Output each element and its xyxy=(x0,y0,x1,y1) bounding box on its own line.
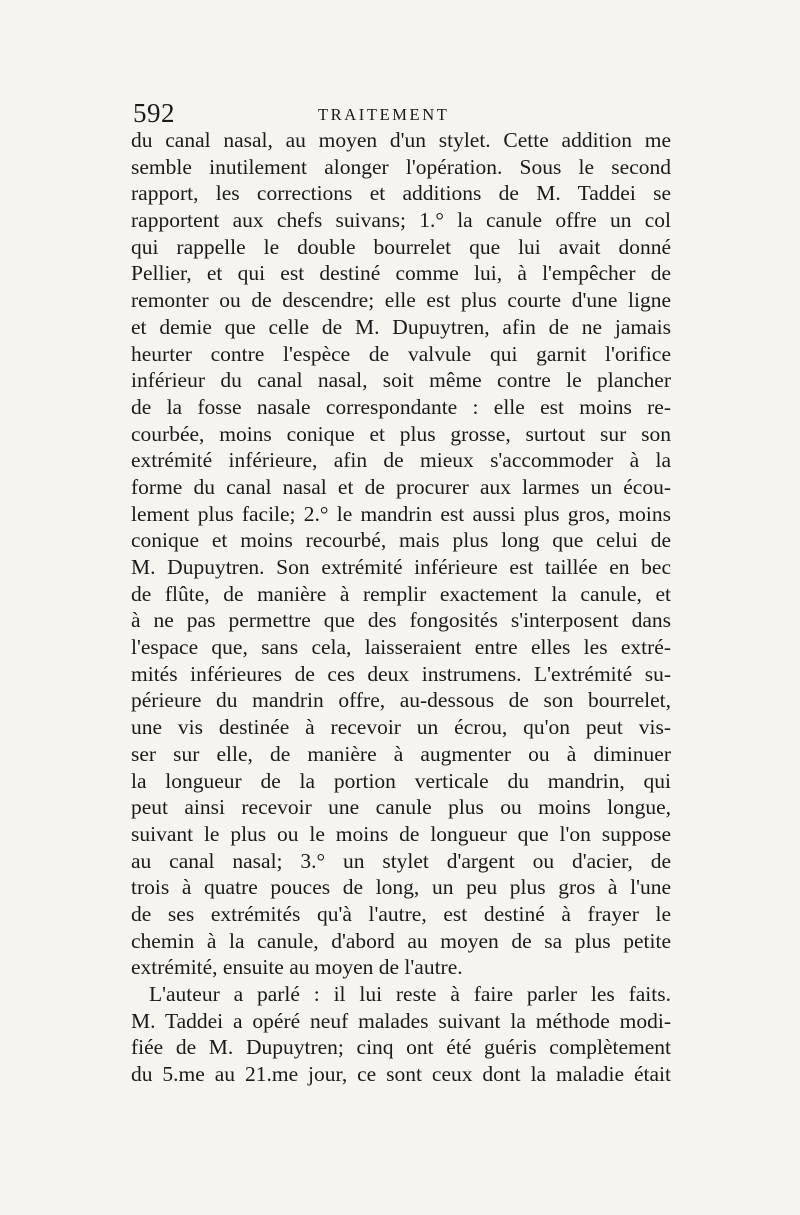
text-line: mités inférieures de ces deux instrumens. L'extrémité su- xyxy=(131,661,671,686)
text-line: courbée, moins conique et plus grosse, surtout sur son xyxy=(131,421,671,446)
text-line: à ne pas permettre que des fongosités s'interposent dans xyxy=(131,608,671,633)
body-text xyxy=(131,127,671,1088)
text-line: au canal nasal; 3.° un stylet d'argent ou d'acier, de xyxy=(131,848,671,873)
text-line: périeure du mandrin offre, au-dessous de son bourrelet, xyxy=(131,688,671,713)
text-line: heurter contre l'espèce de valvule qui garnit l'orifice xyxy=(131,341,671,366)
text-line: l'espace que, sans cela, laisseraient entre elles les extré- xyxy=(131,635,671,660)
text-line: rapportent aux chefs suivans; 1.° la canule offre un col xyxy=(131,208,671,233)
paragraph-end-line: extrémité, ensuite au moyen de l'autre. xyxy=(131,955,463,980)
text-line: remonter ou de descendre; elle est plus courte d'une ligne xyxy=(131,288,671,313)
text-line: une vis destinée à recevoir un écrou, qu'on peut vis- xyxy=(131,715,671,740)
text-line: lement plus facile; 2.° le mandrin est aussi plus gros, moins xyxy=(131,501,671,526)
text-line: forme du canal nasal et de procurer aux larmes un écou- xyxy=(131,474,671,499)
text-line: trois à quatre pouces de long, un peu plus gros à l'une xyxy=(131,875,671,900)
text-line: conique et moins recourbé, mais plus long que celui de xyxy=(131,528,671,553)
text-line: M. Dupuytren. Son extrémité inférieure est taillée en bec xyxy=(131,555,671,579)
page-number: 592 xyxy=(133,98,175,128)
text-line: suivant le plus ou le moins de longueur que l'on suppose xyxy=(131,821,671,846)
text-line: inférieur du canal nasal, soit même contre le plancher xyxy=(131,368,671,393)
text-line: et demie que celle de M. Dupuytren, afin de ne jamais xyxy=(131,314,671,339)
text-line: de ses extrémités qu'à l'autre, est destiné à frayer le xyxy=(131,901,671,926)
text-line: qui rappelle le double bourrelet que lui avait donné xyxy=(131,234,671,259)
text-line: semble inutilement alonger l'opération. Sous le second xyxy=(131,154,671,179)
text-line: ser sur elle, de manière à augmenter ou à diminuer xyxy=(131,741,671,766)
text-line: de flûte, de manière à remplir exactement la canule, et xyxy=(131,581,671,606)
text-line: fiée de M. Dupuytren; cinq ont été guéris complètement xyxy=(131,1035,671,1060)
text-line: Pellier, et qui est destiné comme lui, à l'empêcher de xyxy=(131,261,671,286)
text-line: M. Taddei a opéré neuf malades suivant la méthode modi- xyxy=(131,1008,671,1033)
text-line: du 5.me au 21.me jour, ce sont ceux dont la maladie était xyxy=(131,1062,671,1087)
text-line: rapport, les corrections et additions de M. Taddei se xyxy=(131,181,671,206)
running-head: TRAITEMENT xyxy=(318,105,450,124)
paragraph-start-line: L'auteur a parlé : il lui reste à faire parler les faits. xyxy=(149,982,671,1006)
text-line: la longueur de la portion verticale du mandrin, qui xyxy=(131,768,671,793)
text-line: de la fosse nasale correspondante : elle est moins re- xyxy=(131,394,671,419)
text-line: du canal nasal, au moyen d'un stylet. Cette addition me xyxy=(131,128,671,152)
text-line: peut ainsi recevoir une canule plus ou moins longue, xyxy=(131,795,671,820)
text-line: chemin à la canule, d'abord au moyen de sa plus petite xyxy=(131,928,671,953)
text-line: extrémité inférieure, afin de mieux s'accommoder à la xyxy=(131,448,671,473)
